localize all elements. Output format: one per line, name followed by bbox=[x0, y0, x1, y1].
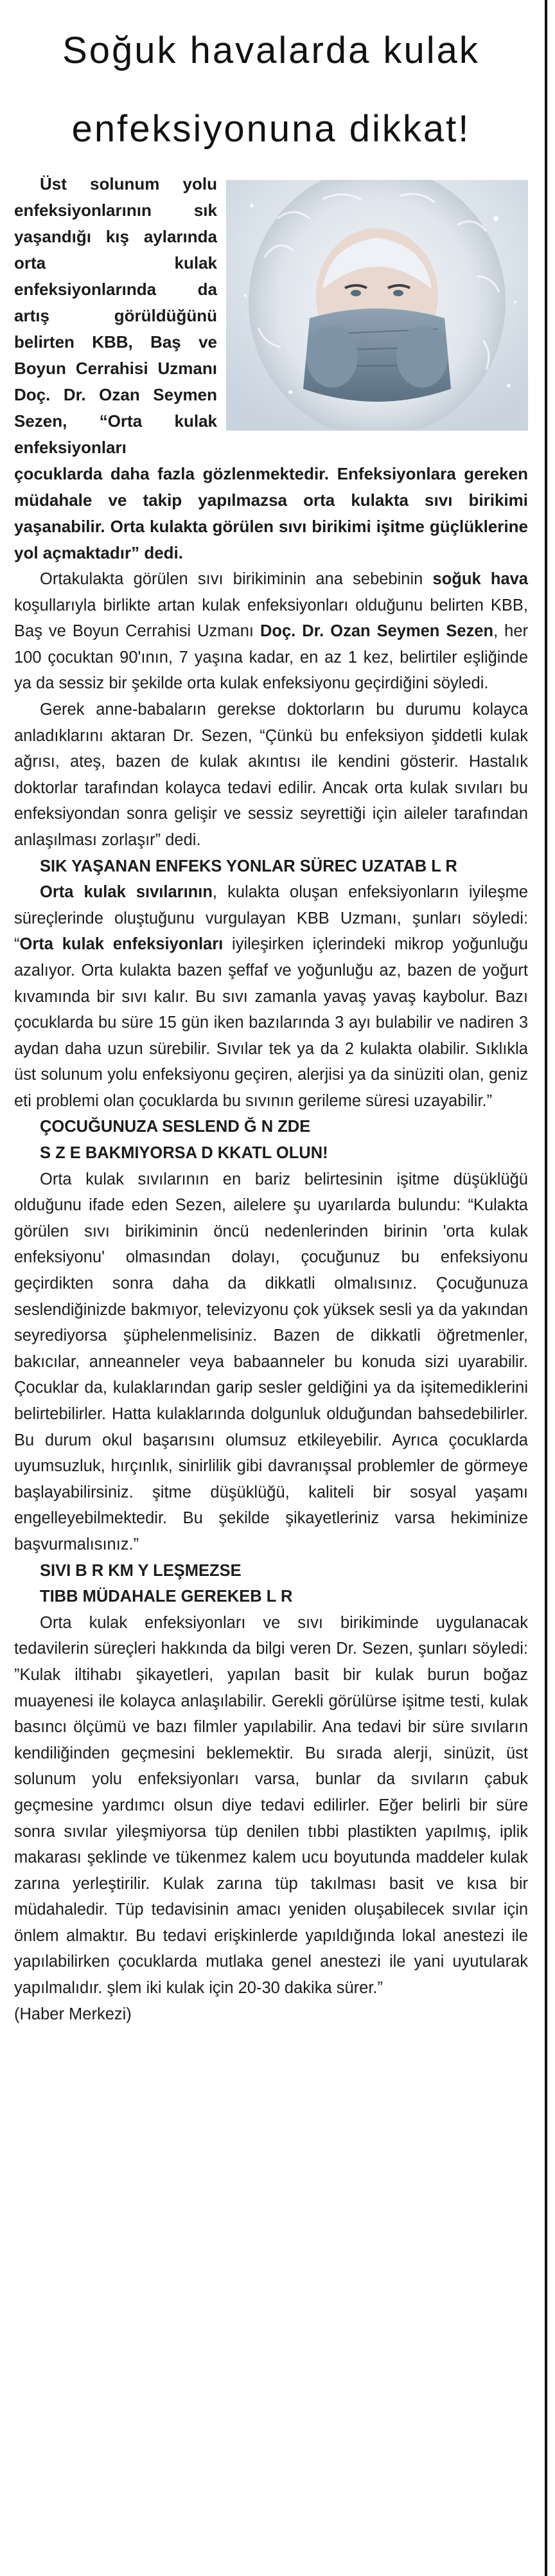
text-run: Ortakulakta görülen sıvı birikiminin ana sebebinin bbox=[40, 570, 433, 588]
photo bbox=[226, 180, 528, 431]
subheading: TIBB MÜDAHALE GEREKEB L R bbox=[40, 1588, 293, 1606]
source-credit: (Haber Merkezi) bbox=[14, 2005, 132, 2023]
bold-run: Doç. Dr. Ozan Seymen Sezen bbox=[260, 622, 494, 641]
lead-paragraph bbox=[14, 171, 528, 566]
paragraph bbox=[14, 879, 528, 1114]
paragraph: Orta kulak enfeksiyonları ve sıvı birikiminde uygulanacak tedavilerin süreçleri hakkında da bilgi veren Dr. Sezen, şunları söyledi: ”Kulak iltihabı şikayetleri, yapılan basit bir kulak burun boğaz muayenesi ile kolayca anlaşılabilir. Gerekli görülürse işitme testi, kulak basıncı ölçümü ve bazı filmler yapılabilir. Ana tedavi bir süre sıvıların kendiliğinden geçmesini beklemektir. Bu sırada alerji, sinüzit, üst solunum yolu enfeksiyonları varsa, bunlar da sıvıların çabuk geçmesine yardımcı olsun diye tedavi edilirler. Eğer belirli bir süre sonra sıvılar yileşmiyorsa tüp denilen tıbbi plastikten yapılmış, iplik makarası şeklinde ve tükenmez kalem ucu boyutunda maddeler kulak zarına yerleştirilir. Kulak zarına tüp takılması basit ve kısa bir müdahaledir. Tüp tedavisinin amacı yeniden oluşabilecek sıvılar için önlem almaktır. Bu tedavi erişkinlerde yapıldığında lokal anestezi ile yapılabilirken çocuklarda mutlaka genel anestezi ile yani uyutularak yapılmalıdır. şlem iki kulak için 20-30 dakika sürer.” bbox=[14, 1613, 528, 1998]
bold-run: Orta kulak sıvılarının bbox=[40, 883, 213, 902]
headline-line-2: enfeksiyonuna dikkat! bbox=[71, 108, 471, 150]
headline-line-1: Soğuk havalarda kulak bbox=[62, 30, 480, 71]
headline bbox=[14, 0, 528, 168]
subheading: SIVI B R KM Y LEŞMEZSE bbox=[40, 1561, 242, 1580]
subheading: ÇOCUĞUNUZA SESLEND Ğ N ZDE bbox=[40, 1118, 311, 1136]
subheading: S Z E BAKMIYORSA D KKATL OLUN! bbox=[40, 1144, 328, 1163]
bold-run: soğuk hava bbox=[432, 570, 528, 588]
paragraph: Orta kulak sıvılarının en bariz belirtesinin işitme düşüklüğü olduğunu ifade eden Sezen, ailelere şu uyarılarda bulundu: “Kulakta görülen sıvı birikiminin öncü nedenlerinden birinin 'orta kulak enfeksiyonu' olmasından dolayı, çocuğunuz bu enfeksiyonu geçirdikten sonra daha da dikkatli olmalısınız. Çocuğunuza seslendiğinizde bakmıyor, televizyonu çok yüksek sesli ya da yakından seyrediyorsa şüphelenmelisiniz. Bazen de dikkatli öğretmenler, bakıcılar, anneanneler veya babaanneler bu konuda sizi uyarabilir. Çocuklar da, kulaklarından garip sesler geldiğini ya da işitemediklerini belirtebilirler. Hatta kulaklarında dolgunluk olduğundan bahsedebilirler. Bu durum okul başarısını olumsuz etkileyebilir. Ayrıca çocuklarda uyumsuzluk, hırçınlık, sinirlilik gibi davranışsal problemler de görmeye başlayabilirsiniz. şitme düşüklüğü, kaliteli bir sosyal yaşamı engelleyebilmektedir. Bu şekilde şikayetleriniz varsa hekiminize başvurmalısınız.” bbox=[14, 1170, 528, 1553]
lead-text: Üst solunum yolu enfeksiyonlarının sık yaşandığı kış aylarında orta kulak enfeksiyonlarında da artış görüldüğünü belirten KBB, Baş ve Boyun Cerrahisi Uzmanı Doç. Dr. Ozan Seymen Sezen, “Orta kulak enfeksiyonları çocuklarda daha fazla gözlenmektedir. Enfeksiyonlara gereken müdahale ve takip yapılmazsa orta kulakta sıvı birikimi yaşanabilir. Orta kulakta görülen sıvı birikimi işitme güçlüklerine yol açmaktadır” dedi. bbox=[14, 174, 528, 562]
bold-run: Orta kulak enfeksiyonları bbox=[19, 935, 224, 954]
woman-in-fur-hood-snow-photo bbox=[226, 180, 528, 431]
paragraph: Gerek anne-babaların gerekse doktorların bu durumu kolayca anladıklarını aktaran Dr. Sezen, “Çünkü bu enfeksiyon şiddetli kulak ağrısı, ateş, bazen de kulak akıntısı ile kendini gösterir. Hastalık doktorlar tarafından kolayca tedavi edilir. Ancak orta kulak sıvıları bu enfeksiyondan sonra gelişir ve sessiz seyrettiği için aileler tarafından anlaşılması zorlaşır” dedi. bbox=[14, 700, 528, 849]
text-run: iyileşirken içlerindeki mikrop yoğunluğu azalıyor. Orta kulakta bazen şeffaf ve yoğunluğu az, bazen de yoğurt kıvamında bir sıvı kalır. Bu sıvı zamanla yavaş yavaş kaybolur. Bazı çocuklarda bu süre 15 gün iken bazılarında 3 ayı bulabilir ve nadiren 3 aydan daha uzun sürebilir. Sıvılar tek ya da 2 kulakta olabilir. Sıklıkla üst solunum yolu enfeksiyonu geçiren, alerjisi ya da sinüziti olan, geniz eti problemi olan çocuklarda bu sıvının gerileme süresi uzayabilir.” bbox=[14, 935, 528, 1110]
article-body bbox=[14, 566, 528, 2027]
text-run: , kulakta oluşan enfeksiyonların iyileşme süreçlerinde oluştuğunu vurgulayan KBB Uzmanı, şunları söyledi: “ bbox=[14, 883, 528, 954]
text-run: koşullarıyla birlikte artan kulak enfeksiyonları olduğunu belirten KBB, Baş ve Boyun Cerrahisi Uzmanı bbox=[14, 596, 528, 641]
article bbox=[14, 0, 528, 2027]
paragraph bbox=[14, 566, 528, 697]
subheading: SIK YAŞANAN ENFEKS YONLAR SÜREC UZATAB L R bbox=[40, 857, 457, 875]
text-run: , her 100 çocuktan 90'ının, 7 yaşına kadar, en az 1 kez, belirtiler eşliğinde ya da sessiz bir şekilde orta kulak enfeksiyonu geçirdiğini söyledi. bbox=[14, 622, 529, 693]
